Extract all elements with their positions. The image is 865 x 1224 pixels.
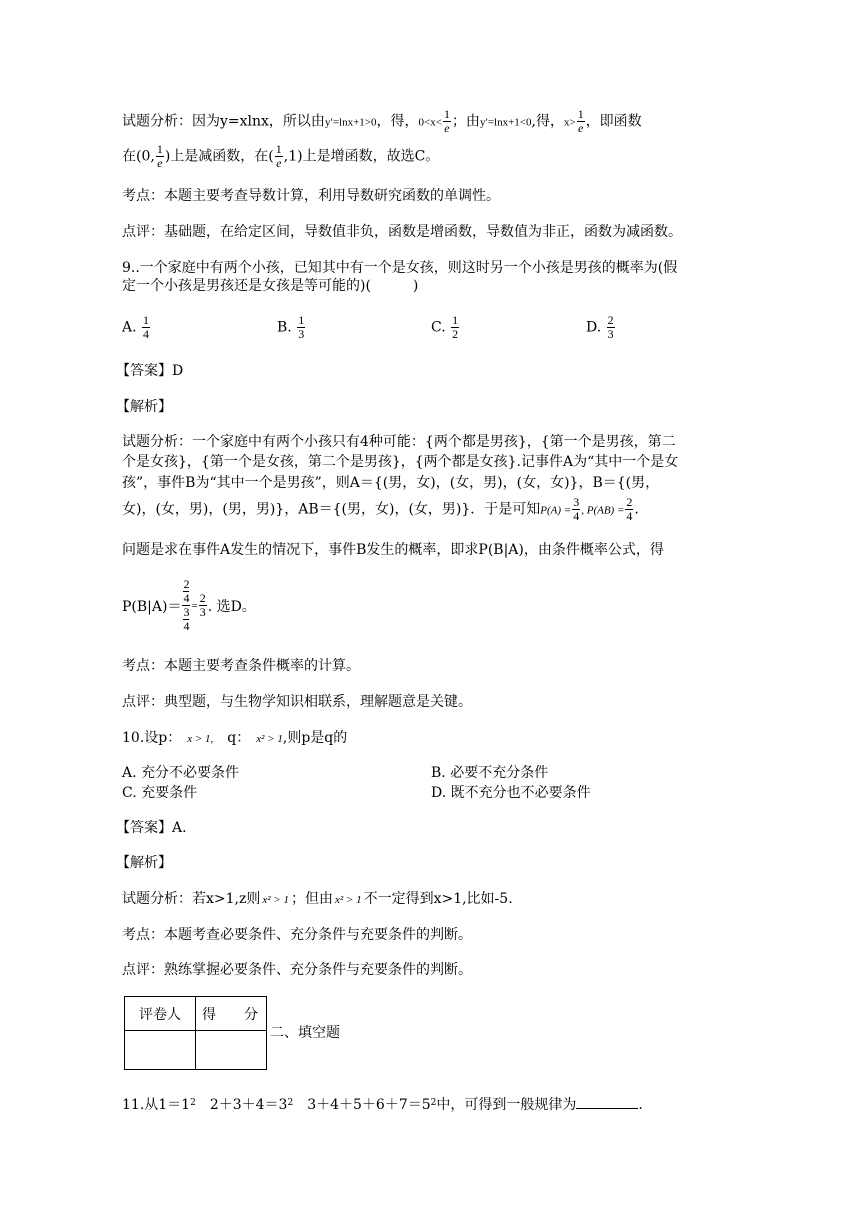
text: ；但由: [290, 891, 333, 907]
score-cell: [196, 1031, 267, 1070]
numerator: 1: [443, 107, 450, 121]
math-expr: 0<x<: [418, 116, 442, 129]
q9-answer: 【答案】D: [116, 363, 184, 379]
denominator: e: [276, 156, 282, 170]
fraction: [156, 143, 164, 170]
text: ,则p是q的: [282, 730, 348, 746]
q9-option-d: [586, 314, 616, 341]
reviewer-cell: [125, 1031, 196, 1070]
text: 女)，(女，男)，(男，男)}，AB＝{(男，女)，(女，男)}．于是可知: [122, 501, 541, 518]
q9-option-a: [122, 314, 151, 341]
q9-pba-formula: [122, 578, 256, 633]
q9-analysis-line4: 女)，(女，男)，(男，男)}，AB＝{(男，女)，(女，男)}．于是可知P(A) = $\frac{3}{4}$ , P(AB) = $\frac{2}{4}$ .: [122, 495, 639, 523]
math-expr: x² > 1: [256, 733, 283, 745]
text: ,1)上是增函数，故选C。: [283, 148, 440, 165]
text: 在(0,: [122, 148, 155, 165]
numerator: 2: [607, 313, 614, 327]
q9-stem-line1: 9..一个家庭中有两个小孩，已知其中有一个是女孩，则这时另一个小孩是男孩的概率为(假: [122, 260, 678, 276]
q8-kaodian: 考点：本题主要考查导数计算，利用导数研究函数的单调性。: [122, 188, 500, 204]
exponent: 2: [287, 1098, 294, 1108]
q11-stem: [122, 1094, 643, 1117]
text: 3＋4＋5＋6＋7＝5: [293, 1097, 431, 1113]
score-label: 得 分: [196, 997, 267, 1031]
text: 中，可得到一般规律为: [436, 1097, 577, 1113]
q8-analysis-line2: [122, 143, 439, 170]
inner-numerator: 2: [183, 577, 190, 591]
text: ，即函数: [585, 113, 642, 130]
math-expr: P(AB) =: [586, 504, 625, 517]
q9-jiexi: 【解析】: [116, 399, 172, 415]
denominator: e: [157, 156, 163, 170]
text: 2＋3＋4＝3: [195, 1097, 288, 1113]
numerator: 1: [452, 313, 459, 327]
denominator: 4: [143, 327, 150, 341]
fraction: [142, 314, 150, 341]
denominator: 3: [298, 327, 305, 341]
q10-option-c: C. 充要条件: [122, 785, 198, 801]
fraction: [275, 143, 283, 170]
text: .: [638, 1097, 643, 1113]
inner-denominator: 4: [183, 619, 190, 633]
q10-option-a: A. 充分不必要条件: [122, 765, 240, 781]
q9-dianping: 点评：典型题，与生物学知识相联系，理解题意是关键。: [122, 694, 472, 710]
fraction: [577, 108, 585, 135]
q9-analysis-line1: 试题分析：一个家庭中有两个小孩只有4种可能：{两个都是男孩}，{第一个是男孩，第二: [122, 434, 676, 450]
fraction: [297, 314, 305, 341]
denominator: e: [444, 121, 450, 135]
math-expr: x > 1,: [187, 733, 214, 745]
compound-fraction: [182, 578, 190, 633]
inner-numerator: 3: [183, 605, 190, 619]
text: ,得，: [531, 113, 564, 130]
denominator: 3: [607, 327, 614, 341]
numerator: 1: [156, 142, 163, 156]
denominator: 4: [573, 509, 580, 523]
q10-option-b: B. 必要不充分条件: [431, 765, 549, 781]
inner-denominator: 4: [183, 591, 190, 605]
text: 11.从1＝1: [122, 1097, 191, 1113]
q10-jiexi: 【解析】: [116, 855, 172, 871]
answer-blank[interactable]: [576, 1094, 638, 1109]
q10-analysis: [122, 889, 513, 910]
q10-option-d: D. 既不充分也不必要条件: [431, 785, 591, 801]
numerator: 2: [626, 495, 633, 509]
option-label: B.: [277, 319, 292, 336]
numerator: 1: [275, 142, 282, 156]
numerator: 1: [143, 313, 150, 327]
fraction: [607, 314, 615, 341]
math-expr: y′=lnx+1<0: [479, 116, 532, 129]
denominator: 2: [452, 327, 459, 341]
q9-stem-line2: 定一个小孩是男孩还是女孩是等可能的)( ): [122, 278, 419, 294]
option-label: C.: [431, 319, 446, 336]
denominator: 4: [626, 509, 633, 523]
option-label: D.: [586, 319, 602, 336]
reviewer-label: 评卷人: [125, 997, 196, 1031]
text: .: [634, 501, 639, 518]
q10-answer: 【答案】A.: [116, 820, 187, 836]
exponent: 2: [190, 1098, 196, 1108]
math-expr: x>: [563, 116, 576, 129]
q10-stem: [122, 728, 347, 749]
text: 10.设p：: [122, 730, 182, 746]
denominator: [182, 606, 190, 633]
text: P(B|A)＝: [122, 598, 182, 615]
numerator: 1: [577, 107, 584, 121]
fraction: [451, 314, 459, 341]
option-label: A.: [122, 319, 137, 336]
exponent: 2: [430, 1098, 437, 1108]
math-expr: x² > 1: [262, 894, 289, 906]
denominator: e: [578, 121, 584, 135]
numerator: 2: [199, 591, 206, 605]
math-expr: x² > 1: [334, 894, 362, 906]
numerator: [182, 578, 190, 606]
q9-option-b: [277, 314, 306, 341]
denominator: 3: [199, 605, 206, 619]
fraction: [572, 496, 580, 523]
q9-kaodian: 考点：本题主要考查条件概率的计算。: [122, 658, 360, 674]
text: ，得，: [376, 113, 419, 130]
fraction: [625, 496, 633, 523]
q10-dianping: 点评：熟练掌握必要条件、充分条件与充要条件的判断。: [122, 962, 472, 978]
math-expr: y′=lnx+1>0: [324, 116, 377, 129]
text: . 选D。: [207, 598, 256, 615]
fraction: [199, 592, 207, 619]
table-row: [125, 1031, 267, 1070]
text: =: [191, 599, 198, 612]
q9-option-c: [431, 314, 460, 341]
fraction: [443, 108, 451, 135]
q9-analysis-line3: 孩”，事件B为“其中一个是男孩”，则A＝{(男，女)，(女，男)，(女，女)}，B＝{(男，: [122, 475, 660, 491]
q10-kaodian: 考点：本题考查必要条件、充分条件与充要条件的判断。: [122, 927, 472, 943]
text: )上是减函数，在(: [164, 148, 274, 165]
text: 试题分析：若x>1,z则: [122, 891, 261, 907]
text: q：: [227, 730, 251, 746]
numerator: 3: [573, 495, 580, 509]
score-table: [124, 996, 267, 1070]
text: 不一定得到x>1,比如-5.: [363, 891, 513, 907]
q9-cond-line: 问题是求在事件A发生的情况下，事件B发生的概率，即求P(B|A)，由条件概率公式，得: [122, 542, 664, 558]
q8-analysis-line1: [122, 108, 642, 135]
section-title: 二、填空题: [270, 1025, 340, 1041]
text: ；由: [451, 113, 480, 130]
table-row: [125, 997, 267, 1031]
text: 试题分析：因为y=xlnx，所以由: [122, 113, 325, 130]
numerator: 1: [298, 313, 305, 327]
q9-analysis-line2: 个是女孩}，{第一个是女孩，第二个是男孩}，{两个都是女孩}.记事件A为“其中一个是女: [122, 454, 679, 470]
math-expr: P(A) =: [540, 504, 572, 517]
q8-dianping: 点评：基础题，在给定区间，导数值非负，函数是增函数，导数值为非正，函数为减函数。: [122, 224, 682, 240]
